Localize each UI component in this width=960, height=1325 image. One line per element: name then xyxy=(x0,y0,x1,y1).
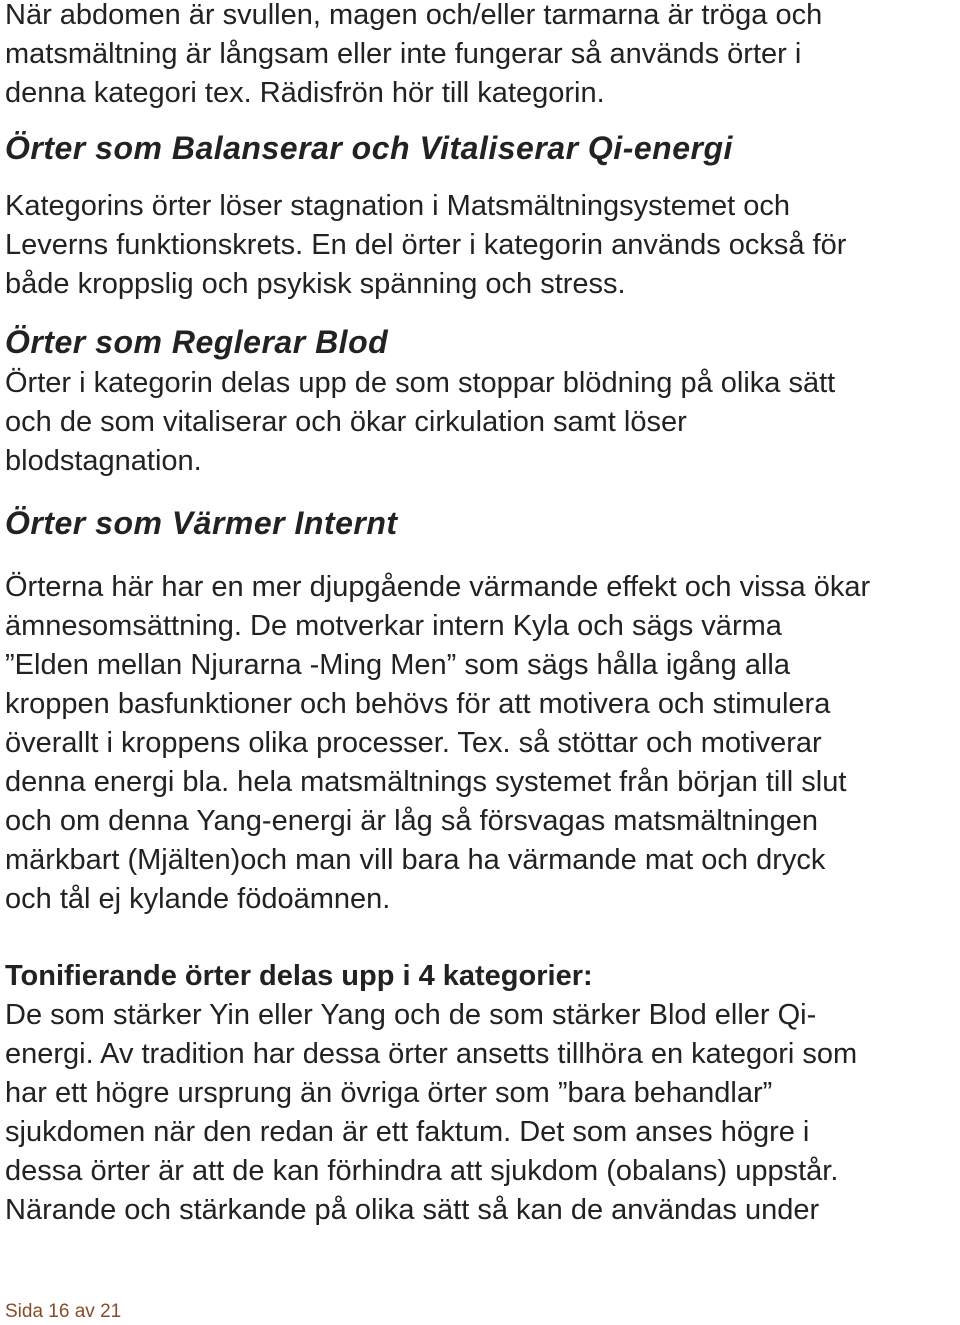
heading-reglerar-blod: Örter som Reglerar Blod xyxy=(5,324,389,360)
paragraph-varmer: Örterna här har en mer djupgående värmande effekt och vissa ökar ämnesomsättning. De motverkar intern Kyla och sägs värma ”Elden mellan Njurarna -Ming Men” som sägs hålla igång alla kroppen basfunktioner och behövs för att motivera och stimulera överallt i kroppens olika processer. Tex. så stöttar och motiverar denna energi bla. hela matsmältnings systemet från början till slut och om denna Yang-energi är låg så försvagas matsmältningen märkbart (Mjälten)och man vill bara ha värmande mat och dryck och tål ej kylande födoämnen. xyxy=(5,571,871,915)
paragraph-tonifierande: De som stärker Yin eller Yang och de som stärker Blod eller Qi- energi. Av tradition har dessa örter ansetts tillhöra en kategori som har ett högre ursprung än övriga örter som ”bara behandlar” sjukdomen när den redan är ett faktum. Det som anses högre i dessa örter är att de kan förhindra att sjukdom (obalans) uppstår. Närande och stärkande på olika sätt så kan de användas under xyxy=(5,999,858,1226)
heading-tonifierande: Tonifierande örter delas upp i 4 kategorier: xyxy=(5,960,593,992)
paragraph-qi: Kategorins örter löser stagnation i Matsmältningsystemet och Leverns funktionskrets. En del örter i kategorin används också för både kroppslig och psykisk spänning och stress. xyxy=(5,190,847,300)
heading-varmer-internt: Örter som Värmer Internt xyxy=(5,505,398,541)
page-number: Sida 16 av 21 xyxy=(5,1301,122,1322)
paragraph-intro: När abdomen är svullen, magen och/eller tarmarna är tröga och matsmältning är långsam eller inte fungerar så används örter i denna kategori tex. Rädisfrön hör till kategorin. xyxy=(5,0,823,109)
heading-balanserar-qi: Örter som Balanserar och Vitaliserar Qi-energi xyxy=(5,130,733,166)
paragraph-blod: Örter i kategorin delas upp de som stoppar blödning på olika sätt och de som vitaliserar och ökar cirkulation samt löser blodstagnation. xyxy=(5,367,836,477)
document-page xyxy=(5,0,955,1230)
